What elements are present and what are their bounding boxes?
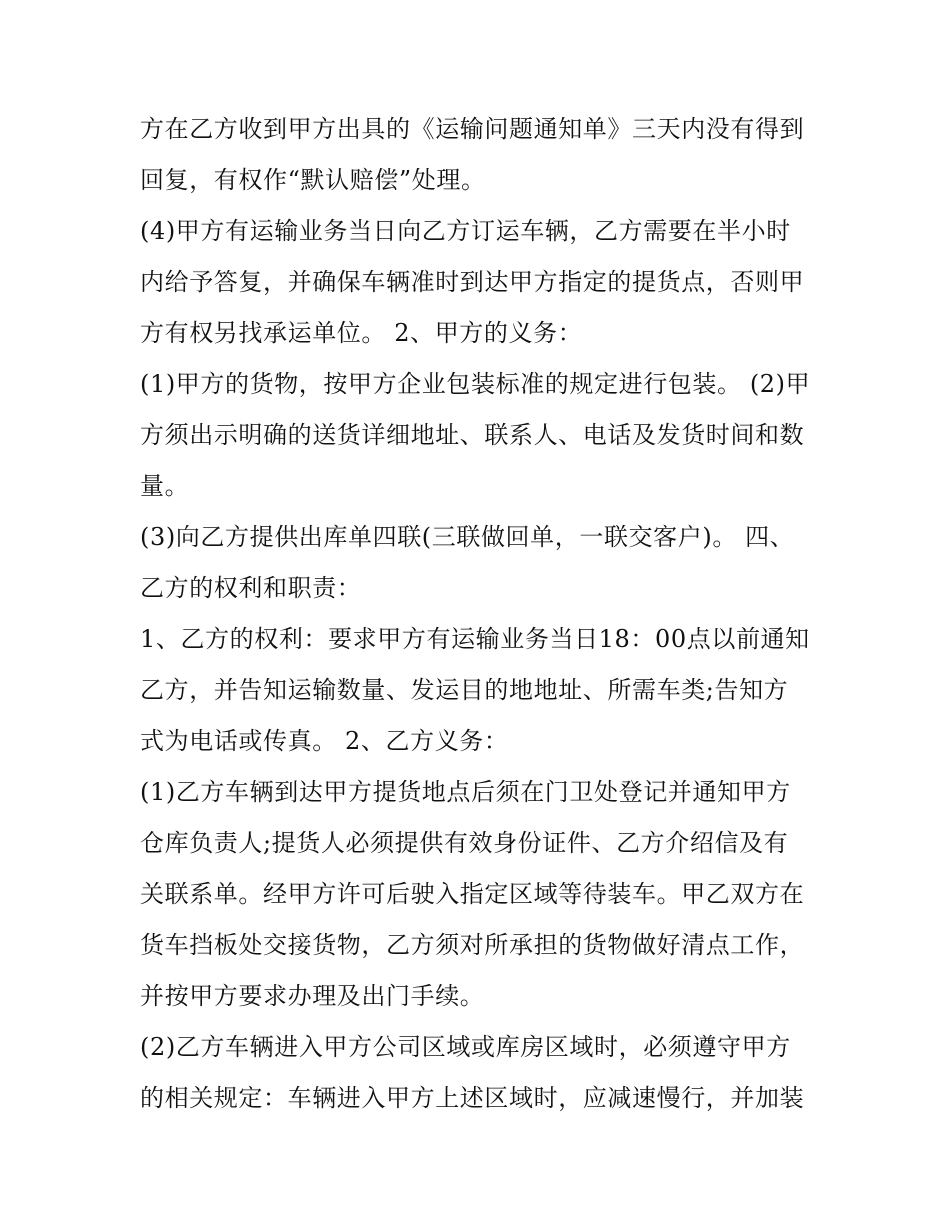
- text-line: 并按甲方要求办理及出门手续。: [140, 982, 485, 1010]
- text-line: 乙方的权利和职责：: [140, 574, 362, 602]
- text-line: 乙方，并告知运输数量、发运目的地地址、所需车类;告知方: [140, 676, 789, 704]
- text-line: 货车挡板处交接货物，乙方须对所承担的货物做好清点工作，: [140, 931, 805, 959]
- text-line: 回复，有权作“默认赔偿”处理。: [140, 166, 486, 194]
- text-line: 方在乙方收到甲方出具的《运输问题通知单》三天内没有得到: [140, 115, 805, 143]
- text-line: (1)甲方的货物，按甲方企业包装标准的规定进行包装。 (2)甲: [140, 370, 811, 398]
- text-line: (4)甲方有运输业务当日向乙方订运车辆，乙方需要在半小时: [140, 217, 791, 245]
- document-body: [140, 104, 820, 1124]
- text-line: 仓库负责人;提货人必须提供有效身份证件、乙方介绍信及有: [140, 829, 789, 857]
- text-line: 式为电话或传真。 2、乙方义务：: [140, 727, 509, 755]
- text-line: 方须出示明确的送货详细地址、联系人、电话及发货时间和数: [140, 421, 805, 449]
- text-line: 关联系单。经甲方许可后驶入指定区域等待装车。甲乙双方在: [140, 880, 805, 908]
- text-line: 内给予答复，并确保车辆准时到达甲方指定的提货点，否则甲: [140, 268, 805, 296]
- text-line: (3)向乙方提供出库单四联(三联做回单，一联交客户)。 四、: [140, 523, 795, 551]
- text-line: (1)乙方车辆到达甲方提货地点后须在门卫处登记并通知甲方: [140, 778, 791, 806]
- text-line: 量。: [140, 472, 190, 500]
- text-line: 的相关规定：车辆进入甲方上述区域时，应减速慢行，并加装: [140, 1084, 805, 1112]
- text-line: (2)乙方车辆进入甲方公司区域或库房区域时，必须遵守甲方: [140, 1033, 791, 1061]
- text-line: 1、乙方的权利：要求甲方有运输业务当日18：00点以前通知: [140, 625, 810, 653]
- text-line: 方有权另找承运单位。 2、甲方的义务：: [140, 319, 583, 347]
